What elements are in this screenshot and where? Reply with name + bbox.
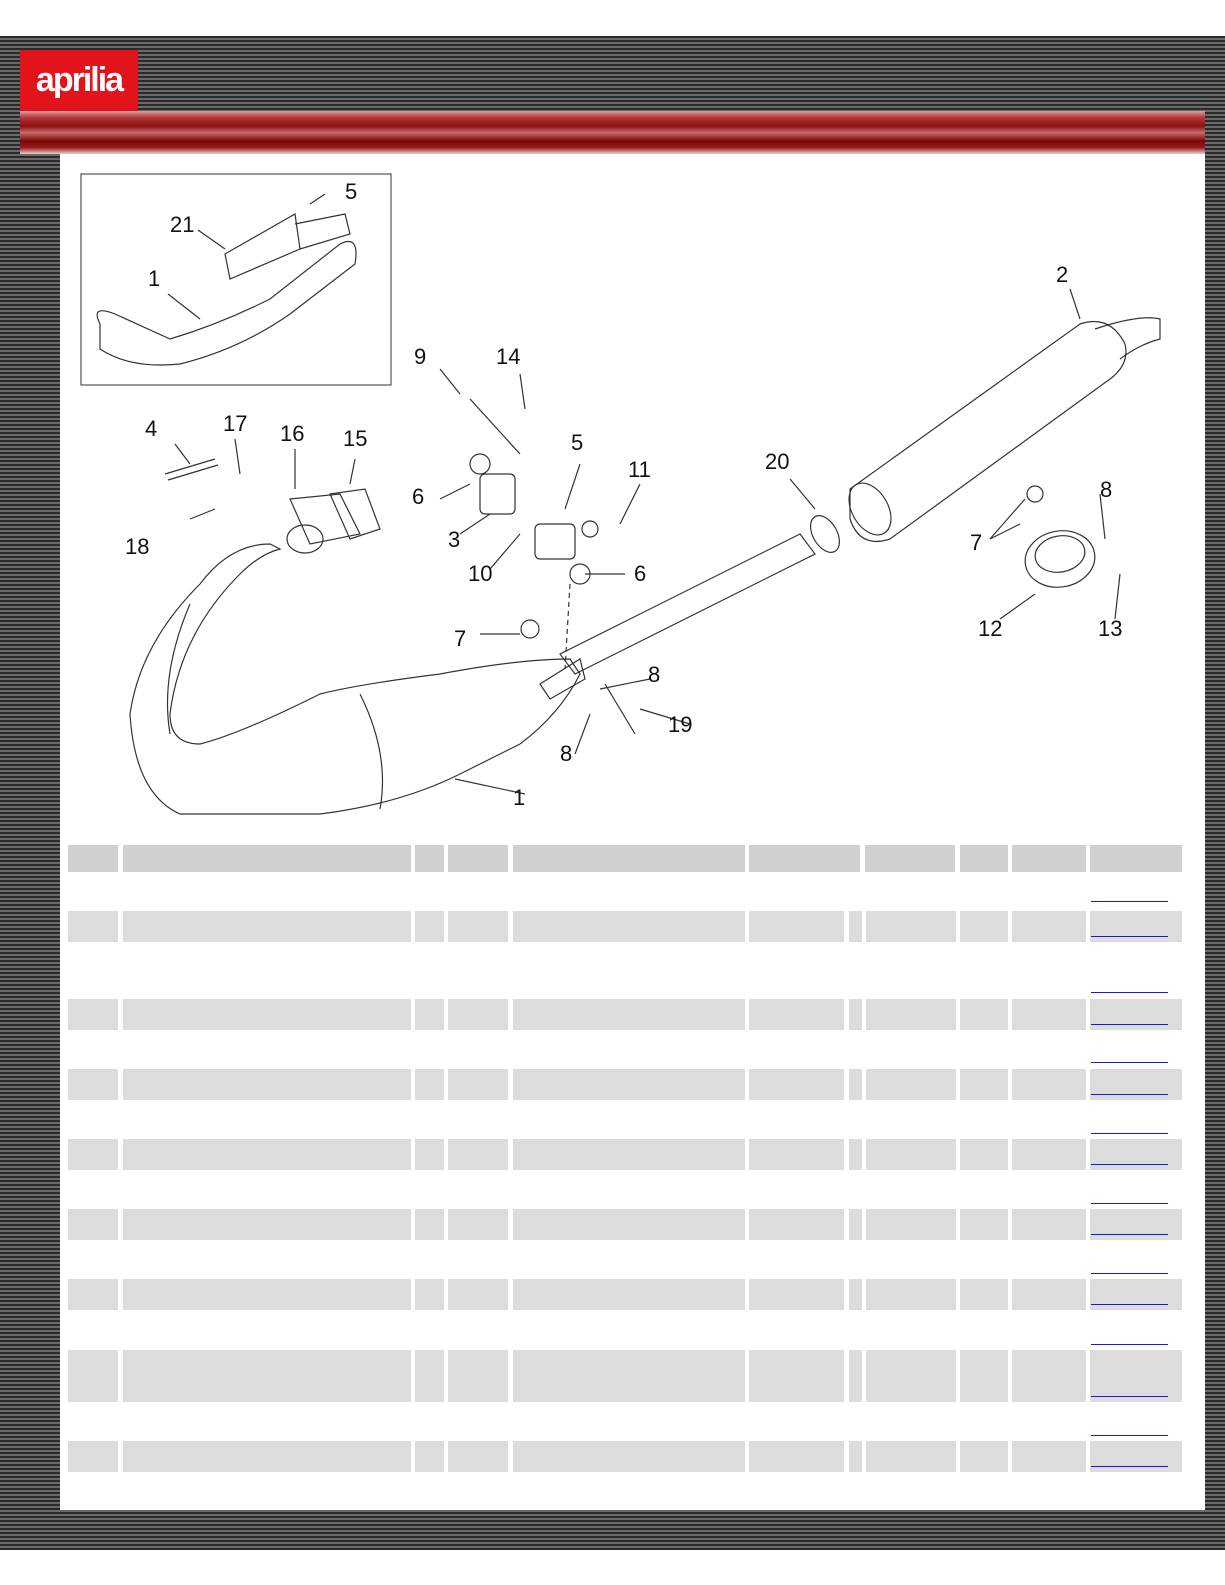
part-link[interactable] <box>1091 1382 1168 1397</box>
table-cell <box>1012 1441 1086 1472</box>
callout-7a: 7 <box>970 530 983 555</box>
table-cell <box>513 911 745 942</box>
table-cell <box>415 911 444 942</box>
part-link[interactable] <box>1091 1259 1168 1274</box>
inset-box <box>81 174 391 385</box>
table-cell <box>866 999 956 1030</box>
part-link[interactable] <box>1091 978 1168 993</box>
bracket <box>540 659 585 699</box>
spring <box>165 459 218 480</box>
callout-8b: 8 <box>648 662 661 687</box>
table-cell <box>123 999 411 1030</box>
content-panel <box>60 154 1205 1510</box>
table-cell <box>68 1209 118 1240</box>
exhaust-exploded-diagram <box>60 154 1205 839</box>
header-cell <box>415 845 444 872</box>
part-link[interactable] <box>1091 1290 1168 1305</box>
header-cell <box>960 845 1008 872</box>
table-cell <box>749 999 844 1030</box>
part-link[interactable] <box>1091 1189 1168 1204</box>
table-cell <box>1012 1069 1086 1100</box>
table-cell <box>513 1441 745 1472</box>
table-cell <box>68 911 118 942</box>
header-cell <box>1090 845 1182 872</box>
aprilia-logo[interactable]: aprilia <box>20 50 138 111</box>
table-cell <box>513 1209 745 1240</box>
table-cell <box>123 1069 411 1100</box>
callout-3: 3 <box>448 527 461 552</box>
callout-5: 5 <box>345 179 358 204</box>
callout-18: 18 <box>125 534 150 559</box>
table-cell <box>123 1209 411 1240</box>
table-cell <box>960 1279 1008 1310</box>
callout-16: 16 <box>280 421 305 446</box>
table-cell <box>960 911 1008 942</box>
table-cell <box>866 1350 956 1402</box>
callout-11: 11 <box>628 457 651 482</box>
table-cell <box>448 1279 508 1310</box>
table-cell <box>866 1139 956 1170</box>
callout-13: 13 <box>1098 616 1123 641</box>
table-cell <box>749 1279 844 1310</box>
table-cell <box>415 1279 444 1310</box>
table-cell <box>68 999 118 1030</box>
table-cell <box>68 1279 118 1310</box>
table-cell <box>849 999 862 1030</box>
header-cell <box>1012 845 1086 872</box>
table-cell <box>749 1441 844 1472</box>
table-cell <box>1012 1209 1086 1240</box>
table-cell <box>123 911 411 942</box>
table-cell <box>123 1441 411 1472</box>
table-cell <box>448 1441 508 1472</box>
table-cell <box>448 1209 508 1240</box>
callout-21: 21 <box>170 212 195 237</box>
callout-14: 14 <box>496 344 521 369</box>
table-cell <box>448 1069 508 1100</box>
part-link[interactable] <box>1091 1080 1168 1095</box>
table-cell <box>960 1441 1008 1472</box>
table-cell <box>448 1350 508 1402</box>
table-cell <box>960 1139 1008 1170</box>
header-cell <box>448 845 508 872</box>
part-link[interactable] <box>1091 922 1168 937</box>
table-cell <box>68 1350 118 1402</box>
table-cell <box>415 1441 444 1472</box>
table-cell <box>749 1069 844 1100</box>
table-cell <box>513 1279 745 1310</box>
callout-6b: 6 <box>634 561 647 586</box>
table-cell <box>849 1441 862 1472</box>
callout-4: 4 <box>145 416 158 441</box>
inset-heatshield <box>225 214 300 279</box>
table-cell <box>749 1350 844 1402</box>
table-cell <box>68 1069 118 1100</box>
table-cell <box>749 911 844 942</box>
table-cell <box>123 1279 411 1310</box>
part-link[interactable] <box>1091 1119 1168 1134</box>
callout-19: 19 <box>668 712 693 737</box>
header-cell <box>513 845 745 872</box>
part-link[interactable] <box>1091 887 1168 902</box>
part-link[interactable] <box>1091 1048 1168 1063</box>
table-cell <box>866 1279 956 1310</box>
silencer <box>850 322 1126 542</box>
table-cell <box>849 911 862 942</box>
table-cell <box>849 1069 862 1100</box>
table-cell <box>415 1350 444 1402</box>
header-cell <box>68 845 118 872</box>
part-link[interactable] <box>1091 1220 1168 1235</box>
table-cell <box>513 1069 745 1100</box>
table-cell <box>866 1209 956 1240</box>
table-cell <box>415 1069 444 1100</box>
table-cell <box>866 1069 956 1100</box>
table-cell <box>749 1139 844 1170</box>
table-cell <box>513 1139 745 1170</box>
table-cell <box>849 1139 862 1170</box>
callout-12: 12 <box>978 616 1003 641</box>
table-cell <box>1012 911 1086 942</box>
table-cell <box>960 1209 1008 1240</box>
table-cell <box>849 1279 862 1310</box>
table-cell <box>749 1209 844 1240</box>
part-link[interactable] <box>1091 1150 1168 1165</box>
table-cell <box>513 1350 745 1402</box>
callout-8a: 8 <box>1100 477 1113 502</box>
table-cell <box>866 911 956 942</box>
callout-17: 17 <box>223 411 248 436</box>
table-cell <box>68 1139 118 1170</box>
header-cell <box>865 845 955 872</box>
table-cell <box>415 999 444 1030</box>
table-cell <box>1012 999 1086 1030</box>
table-cell <box>123 1350 411 1402</box>
table-cell <box>1012 1139 1086 1170</box>
callout-7b: 7 <box>454 626 467 651</box>
table-cell <box>415 1139 444 1170</box>
callout-9: 9 <box>414 344 427 369</box>
table-cell <box>849 1209 862 1240</box>
table-cell <box>123 1139 411 1170</box>
expansion-chamber <box>130 544 580 814</box>
callout-2: 2 <box>1056 262 1069 287</box>
callout-1b: 1 <box>513 785 526 810</box>
callout-1: 1 <box>148 266 161 291</box>
part-link[interactable] <box>1091 1330 1168 1345</box>
table-cell <box>960 1069 1008 1100</box>
table-cell <box>849 1350 862 1402</box>
part-link[interactable] <box>1091 1421 1168 1436</box>
header-cell <box>123 845 411 872</box>
table-cell <box>960 999 1008 1030</box>
table-cell <box>448 1139 508 1170</box>
part-link[interactable] <box>1091 1010 1168 1025</box>
table-cell <box>1012 1279 1086 1310</box>
table-cell <box>448 911 508 942</box>
callout-20: 20 <box>765 449 790 474</box>
table-cell <box>68 1441 118 1472</box>
callout-6a: 6 <box>412 484 425 509</box>
callout-5b: 5 <box>571 430 584 455</box>
header-cell <box>749 845 860 872</box>
table-cell <box>960 1350 1008 1402</box>
table-cell <box>1012 1350 1086 1402</box>
part-link[interactable] <box>1091 1452 1168 1467</box>
callout-15: 15 <box>343 426 368 451</box>
table-cell <box>415 1209 444 1240</box>
table-cell <box>866 1441 956 1472</box>
link-pipe <box>560 534 815 674</box>
table-cell <box>448 999 508 1030</box>
callout-8c: 8 <box>560 741 573 766</box>
callout-10: 10 <box>468 561 493 586</box>
header-banner <box>20 111 1205 154</box>
table-cell <box>513 999 745 1030</box>
